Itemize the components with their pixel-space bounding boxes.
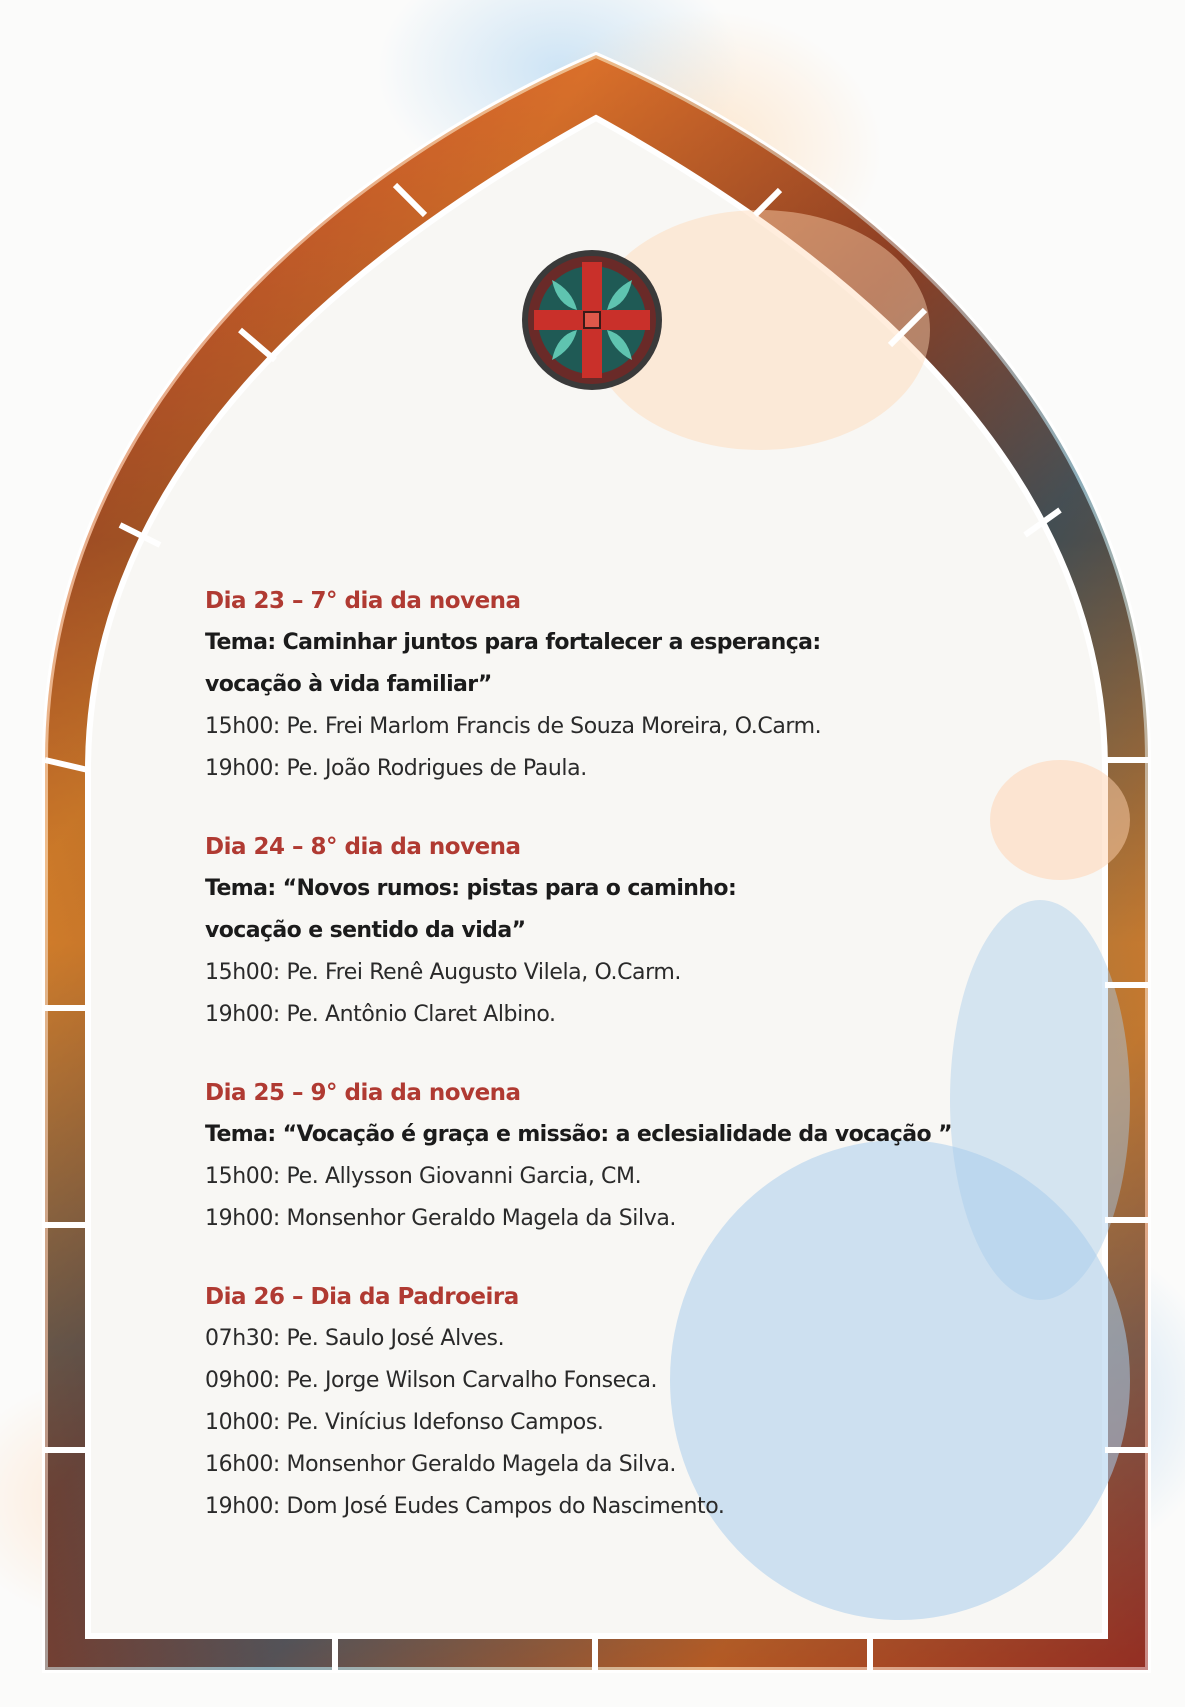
stained-glass-cross-emblem-icon bbox=[522, 250, 662, 390]
novena-day-block bbox=[205, 580, 1035, 790]
theme-line: vocação à vida familiar” bbox=[205, 672, 492, 697]
mass-time-line: 10h00: Pe. Vinícius Idefonso Campos. bbox=[205, 1410, 604, 1435]
day-heading: Dia 25 – 9° dia da novena bbox=[205, 1080, 521, 1106]
novena-day-block bbox=[205, 1276, 1035, 1528]
day-heading: Dia 26 – Dia da Padroeira bbox=[205, 1284, 519, 1310]
novena-day-block bbox=[205, 1072, 1035, 1240]
mass-time-line: 15h00: Pe. Allysson Giovanni Garcia, CM. bbox=[205, 1164, 642, 1189]
mass-time-line: 07h30: Pe. Saulo José Alves. bbox=[205, 1326, 505, 1351]
theme-line: Tema: “Vocação é graça e missão: a eclesialidade da vocação ” bbox=[205, 1122, 952, 1147]
mass-time-line: 19h00: Dom José Eudes Campos do Nascimento. bbox=[205, 1494, 725, 1519]
schedule-content bbox=[205, 580, 1035, 1564]
theme-line: Tema: Caminhar juntos para fortalecer a esperança: bbox=[205, 630, 821, 655]
mass-time-line: 19h00: Pe. João Rodrigues de Paula. bbox=[205, 756, 587, 781]
mass-time-line: 09h00: Pe. Jorge Wilson Carvalho Fonseca. bbox=[205, 1368, 658, 1393]
mass-time-line: 15h00: Pe. Frei Marlom Francis de Souza Moreira, O.Carm. bbox=[205, 714, 822, 739]
theme-line: vocação e sentido da vida” bbox=[205, 918, 526, 943]
novena-day-block bbox=[205, 826, 1035, 1036]
mass-time-line: 19h00: Monsenhor Geraldo Magela da Silva. bbox=[205, 1206, 677, 1231]
mass-time-line: 15h00: Pe. Frei Renê Augusto Vilela, O.Carm. bbox=[205, 960, 681, 985]
mass-time-line: 19h00: Pe. Antônio Claret Albino. bbox=[205, 1002, 556, 1027]
day-heading: Dia 23 – 7° dia da novena bbox=[205, 588, 521, 614]
theme-line: Tema: “Novos rumos: pistas para o caminho: bbox=[205, 876, 737, 901]
day-heading: Dia 24 – 8° dia da novena bbox=[205, 834, 521, 860]
mass-time-line: 16h00: Monsenhor Geraldo Magela da Silva. bbox=[205, 1452, 677, 1477]
